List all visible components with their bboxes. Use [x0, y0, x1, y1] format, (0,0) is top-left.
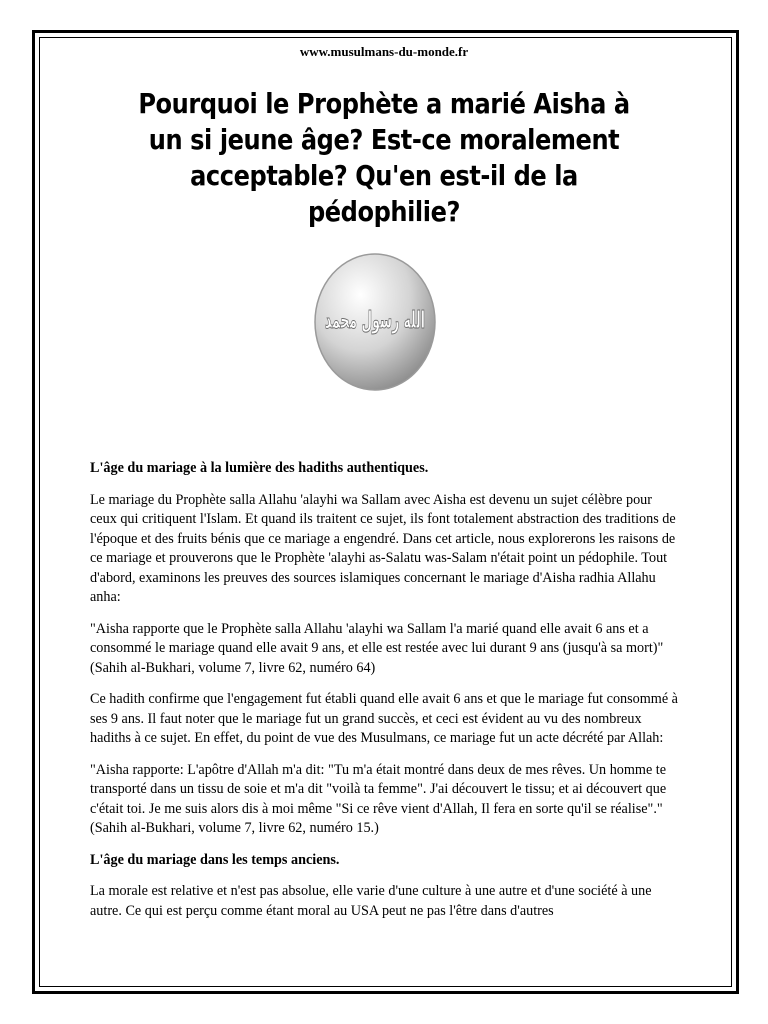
paragraph: La morale est relative et n'est pas absolue, elle varie d'une culture à une autre et d'une société à une autre. Ce qui est perçu comme étant moral au USA peut ne pas l'être dans d'autres	[90, 883, 652, 919]
prophet-seal-emblem	[309, 246, 441, 394]
paragraph: Ce hadith confirme que l'engagement fut établi quand elle avait 6 ans et que le mariage fut consommé à ses 9 ans. Il faut noter que le mariage fut un grand succès, et ceci est évident au vu des nombreux hadiths à ce sujet. En effet, du point de vue des Musulmans, ce mariage fut un acte décrété par Allah:	[90, 691, 678, 746]
article-body	[90, 459, 680, 933]
page-title: Pourquoi le Prophète a marié Aisha à un si jeune âge? Est-ce moralement acceptable? Qu'en est-il de la pédophilie?	[138, 87, 630, 228]
paragraph: Le mariage du Prophète salla Allahu 'alayhi wa Sallam avec Aisha est devenu un sujet célèbre pour ceux qui critiquent l'Islam. Et quand ils traitent ce sujet, ils font totalement abstraction des traditions de l'époque et des fruits bénis que ce mariage a engendré. Dans cet article, nous explorerons les raisons de ce mariage et prouverons que le Prophète 'alayhi as-Salatu was-Salam n'était point un pédophile. Tout d'abord, examinons les preuves des sources islamiques concernant le mariage d'Aisha radhia Allahu anha:	[90, 491, 676, 605]
site-url[interactable]: www.musulmans-du-monde.fr	[299, 44, 469, 59]
section-heading: L'âge du mariage à la lumière des hadiths authentiques.	[90, 460, 429, 476]
section-heading: L'âge du mariage dans les temps anciens.	[90, 851, 340, 868]
seal-text: الله رسول محمد	[325, 306, 425, 334]
hadith-quote: "Aisha rapporte que le Prophète salla Allahu 'alayhi wa Sallam l'a marié quand elle avait 6 ans et a consommé le mariage quand elle avait 9 ans, et elle est restée avec lui durant 9 ans (jusqu'à sa mort)" (Sahih al-Bukhari, volume 7, livre 62, numéro 64)	[90, 620, 664, 676]
hadith-quote: "Aisha rapporte: L'apôtre d'Allah m'a dit: "Tu m'a était montré dans deux de mes rêves. Un homme te transporté dans un tissu de soie et m'a dit "voilà ta femme". J'ai découvert le tissu; et ai découvert que c'était toi. Je me suis alors dis à moi même "Si ce rêve vient d'Allah, Il fera en sorte qu'il se réalise"." (Sahih al-Bukhari, volume 7, livre 62, numéro 15.)	[90, 761, 667, 836]
